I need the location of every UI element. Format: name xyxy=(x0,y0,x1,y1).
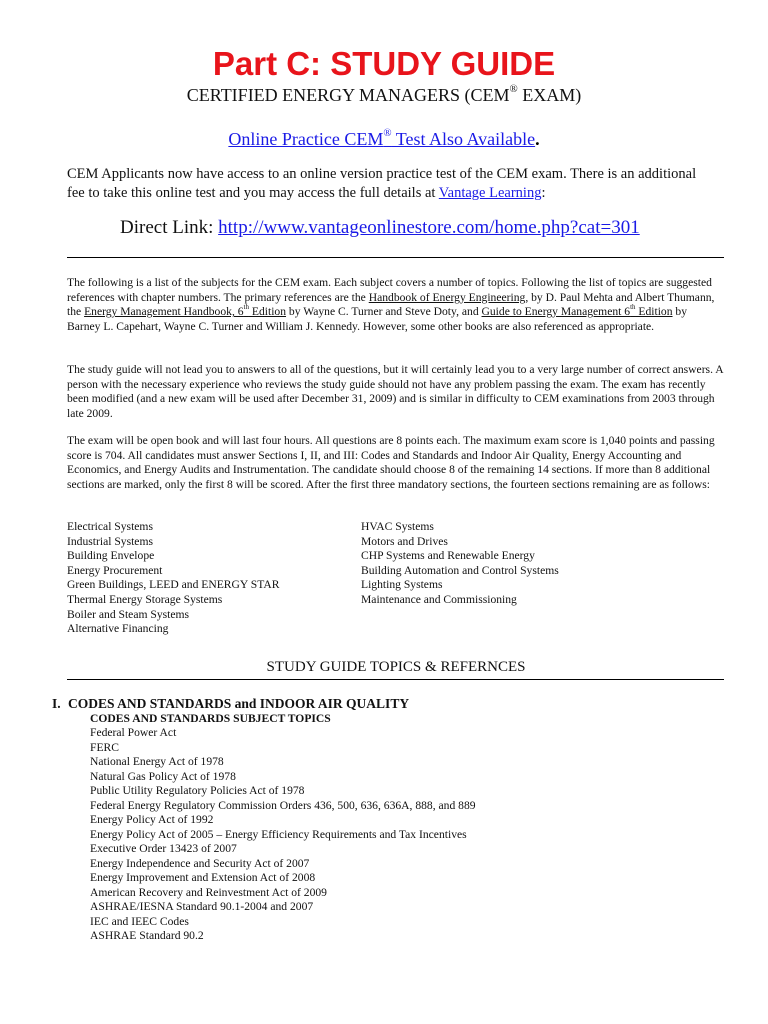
list-item: Maintenance and Commissioning xyxy=(361,592,517,606)
list-item: Energy Independence and Security Act of 2007 xyxy=(90,856,310,870)
online-practice-text: Online Practice CEM xyxy=(228,129,384,149)
list-item: Green Buildings, LEED and ENERGY STAR xyxy=(67,578,280,592)
divider-top xyxy=(67,257,724,258)
direct-link-url[interactable]: http://www.vantageonlinestore.com/home.php?cat=301 xyxy=(218,217,640,238)
list-item: National Energy Act of 1978 xyxy=(90,755,224,768)
reference-energy-management-handbook xyxy=(84,305,286,318)
reference-guide-energy-management xyxy=(482,305,673,318)
online-registered-mark: ® xyxy=(383,127,392,140)
para1-text-a: The following is a list of the subjects for the CEM exam. Each subject covers a number of topics. Following the list of topics are suggested references with chapter numbers. The primary references are the xyxy=(67,276,712,304)
section-number: I. xyxy=(52,696,61,711)
list-item: Federal Energy Regulatory Commission Orders 436, 500, 636, 636A, 888, and 889 xyxy=(90,798,476,812)
para1-text-b: , by D. Paul Mehta and Albert Thumann, the xyxy=(67,290,715,319)
ref2-title: Energy Management Handbook, 6 xyxy=(84,305,244,319)
list-item: FERC xyxy=(90,740,119,754)
list-item: Energy Improvement and Extension Act of 2008 xyxy=(90,871,316,884)
list-item: Energy Policy Act of 2005 – Energy Efficiency Requirements and Tax Incentives xyxy=(90,827,467,841)
subjects-intro-paragraph xyxy=(67,276,723,334)
list-item: Thermal Energy Storage Systems xyxy=(67,592,223,606)
online-practice-link[interactable] xyxy=(228,129,535,149)
list-item: ASHRAE Standard 90.2 xyxy=(90,929,204,942)
list-item: Executive Order 13423 of 2007 xyxy=(90,842,237,855)
sections-list-left xyxy=(67,520,279,637)
page-subtitle xyxy=(0,84,768,106)
list-item: Lighting Systems xyxy=(361,578,443,592)
registered-mark: ® xyxy=(509,83,518,96)
ref3-end: Edition xyxy=(635,305,673,319)
list-item: Building Automation and Control Systems xyxy=(361,563,559,577)
list-item: CHP Systems and Renewable Energy xyxy=(361,549,535,563)
list-item: HVAC Systems xyxy=(361,520,434,533)
list-item: Energy Policy Act of 1992 xyxy=(90,813,214,826)
topics-list xyxy=(90,726,476,944)
list-item: Energy Procurement xyxy=(67,563,163,577)
intro-paragraph xyxy=(67,165,707,203)
online-practice-banner xyxy=(0,127,768,151)
subtitle-end: EXAM) xyxy=(517,85,582,105)
ref2-end: Edition xyxy=(248,305,287,319)
study-guide-paragraph: The study guide will not lead you to answers to all of the questions, but it will certainly lead you to a very large number of correct answers. A person with the necessary experience who reviews the study guide should not have any problem passing the exam. The exam has recently been modified (and a new exam will be used after December 31, 2009) and is similar in difficulty to CEM examinations from 2003 through late 2009. xyxy=(67,363,723,420)
para1-text-d: by Barney L. Capehart, Wayne C. Turner and William J. Kennedy. However, some other books are also referenced as appropriate. xyxy=(67,305,688,333)
page-title: Part C: STUDY GUIDE xyxy=(212,45,556,82)
list-item: Federal Power Act xyxy=(90,726,177,739)
topics-heading: STUDY GUIDE TOPICS & REFERNCES xyxy=(266,659,526,675)
subtitle-text: CERTIFIED ENERGY MANAGERS (CEM xyxy=(186,85,510,105)
para1-text-c: by Wayne C. Turner and Steve Doty, and xyxy=(286,305,482,319)
list-item: Motors and Drives xyxy=(361,534,448,548)
ref3-title: Guide to Energy Management 6 xyxy=(481,305,631,319)
subject-topics-heading: CODES AND STANDARDS SUBJECT TOPICS xyxy=(90,712,331,725)
list-item: Alternative Financing xyxy=(67,622,169,636)
direct-link-label: Direct Link: xyxy=(120,217,219,238)
section-heading xyxy=(52,695,409,713)
list-item: Public Utility Regulatory Policies Act of 1978 xyxy=(90,784,305,797)
intro-suffix: : xyxy=(541,185,546,201)
vantage-learning-link[interactable]: Vantage Learning xyxy=(438,185,542,201)
direct-link-line xyxy=(120,216,640,240)
list-item: ASHRAE/IESNA Standard 90.1-2004 and 2007 xyxy=(90,900,314,913)
sections-list-right xyxy=(361,520,559,608)
list-item: Building Envelope xyxy=(67,549,155,563)
list-item: IEC and IEEC Codes xyxy=(90,914,189,928)
ref2-sup: th xyxy=(243,303,249,312)
list-item: Natural Gas Policy Act of 1978 xyxy=(90,769,236,783)
online-period: . xyxy=(535,129,540,149)
exam-format-paragraph: The exam will be open book and will last four hours. All questions are 8 points each. The maximum exam score is 1,040 points and passing score is 704. All candidates must answer Sections I, II, and III: Codes and Standards and Indoor Air Quality, Energy Accounting and Economics, and Energy Audits and Instrumentation. The candidate should choose 8 of the remaining 14 sections. If more than 8 additional sections are marked, only the first 8 will be scored. After the first three mandatory sections, the fourteen sections remaining are as follows: xyxy=(67,434,715,491)
section-title: CODES AND STANDARDS and INDOOR AIR QUALITY xyxy=(68,696,410,711)
intro-text: CEM Applicants now have access to an online version practice test of the CEM exam. There is an additional fee to take this online test and you may access the full details at xyxy=(67,166,697,201)
online-practice-end: Test Also Available xyxy=(391,129,536,149)
list-item: Electrical Systems xyxy=(67,520,153,533)
list-item: Industrial Systems xyxy=(67,534,153,548)
list-item: Boiler and Steam Systems xyxy=(67,607,190,621)
divider-topics xyxy=(67,679,724,680)
ref3-sup: th xyxy=(630,303,636,312)
reference-handbook-energy-engineering: Handbook of Energy Engineering xyxy=(368,290,526,304)
list-item: American Recovery and Reinvestment Act of 2009 xyxy=(90,885,327,899)
